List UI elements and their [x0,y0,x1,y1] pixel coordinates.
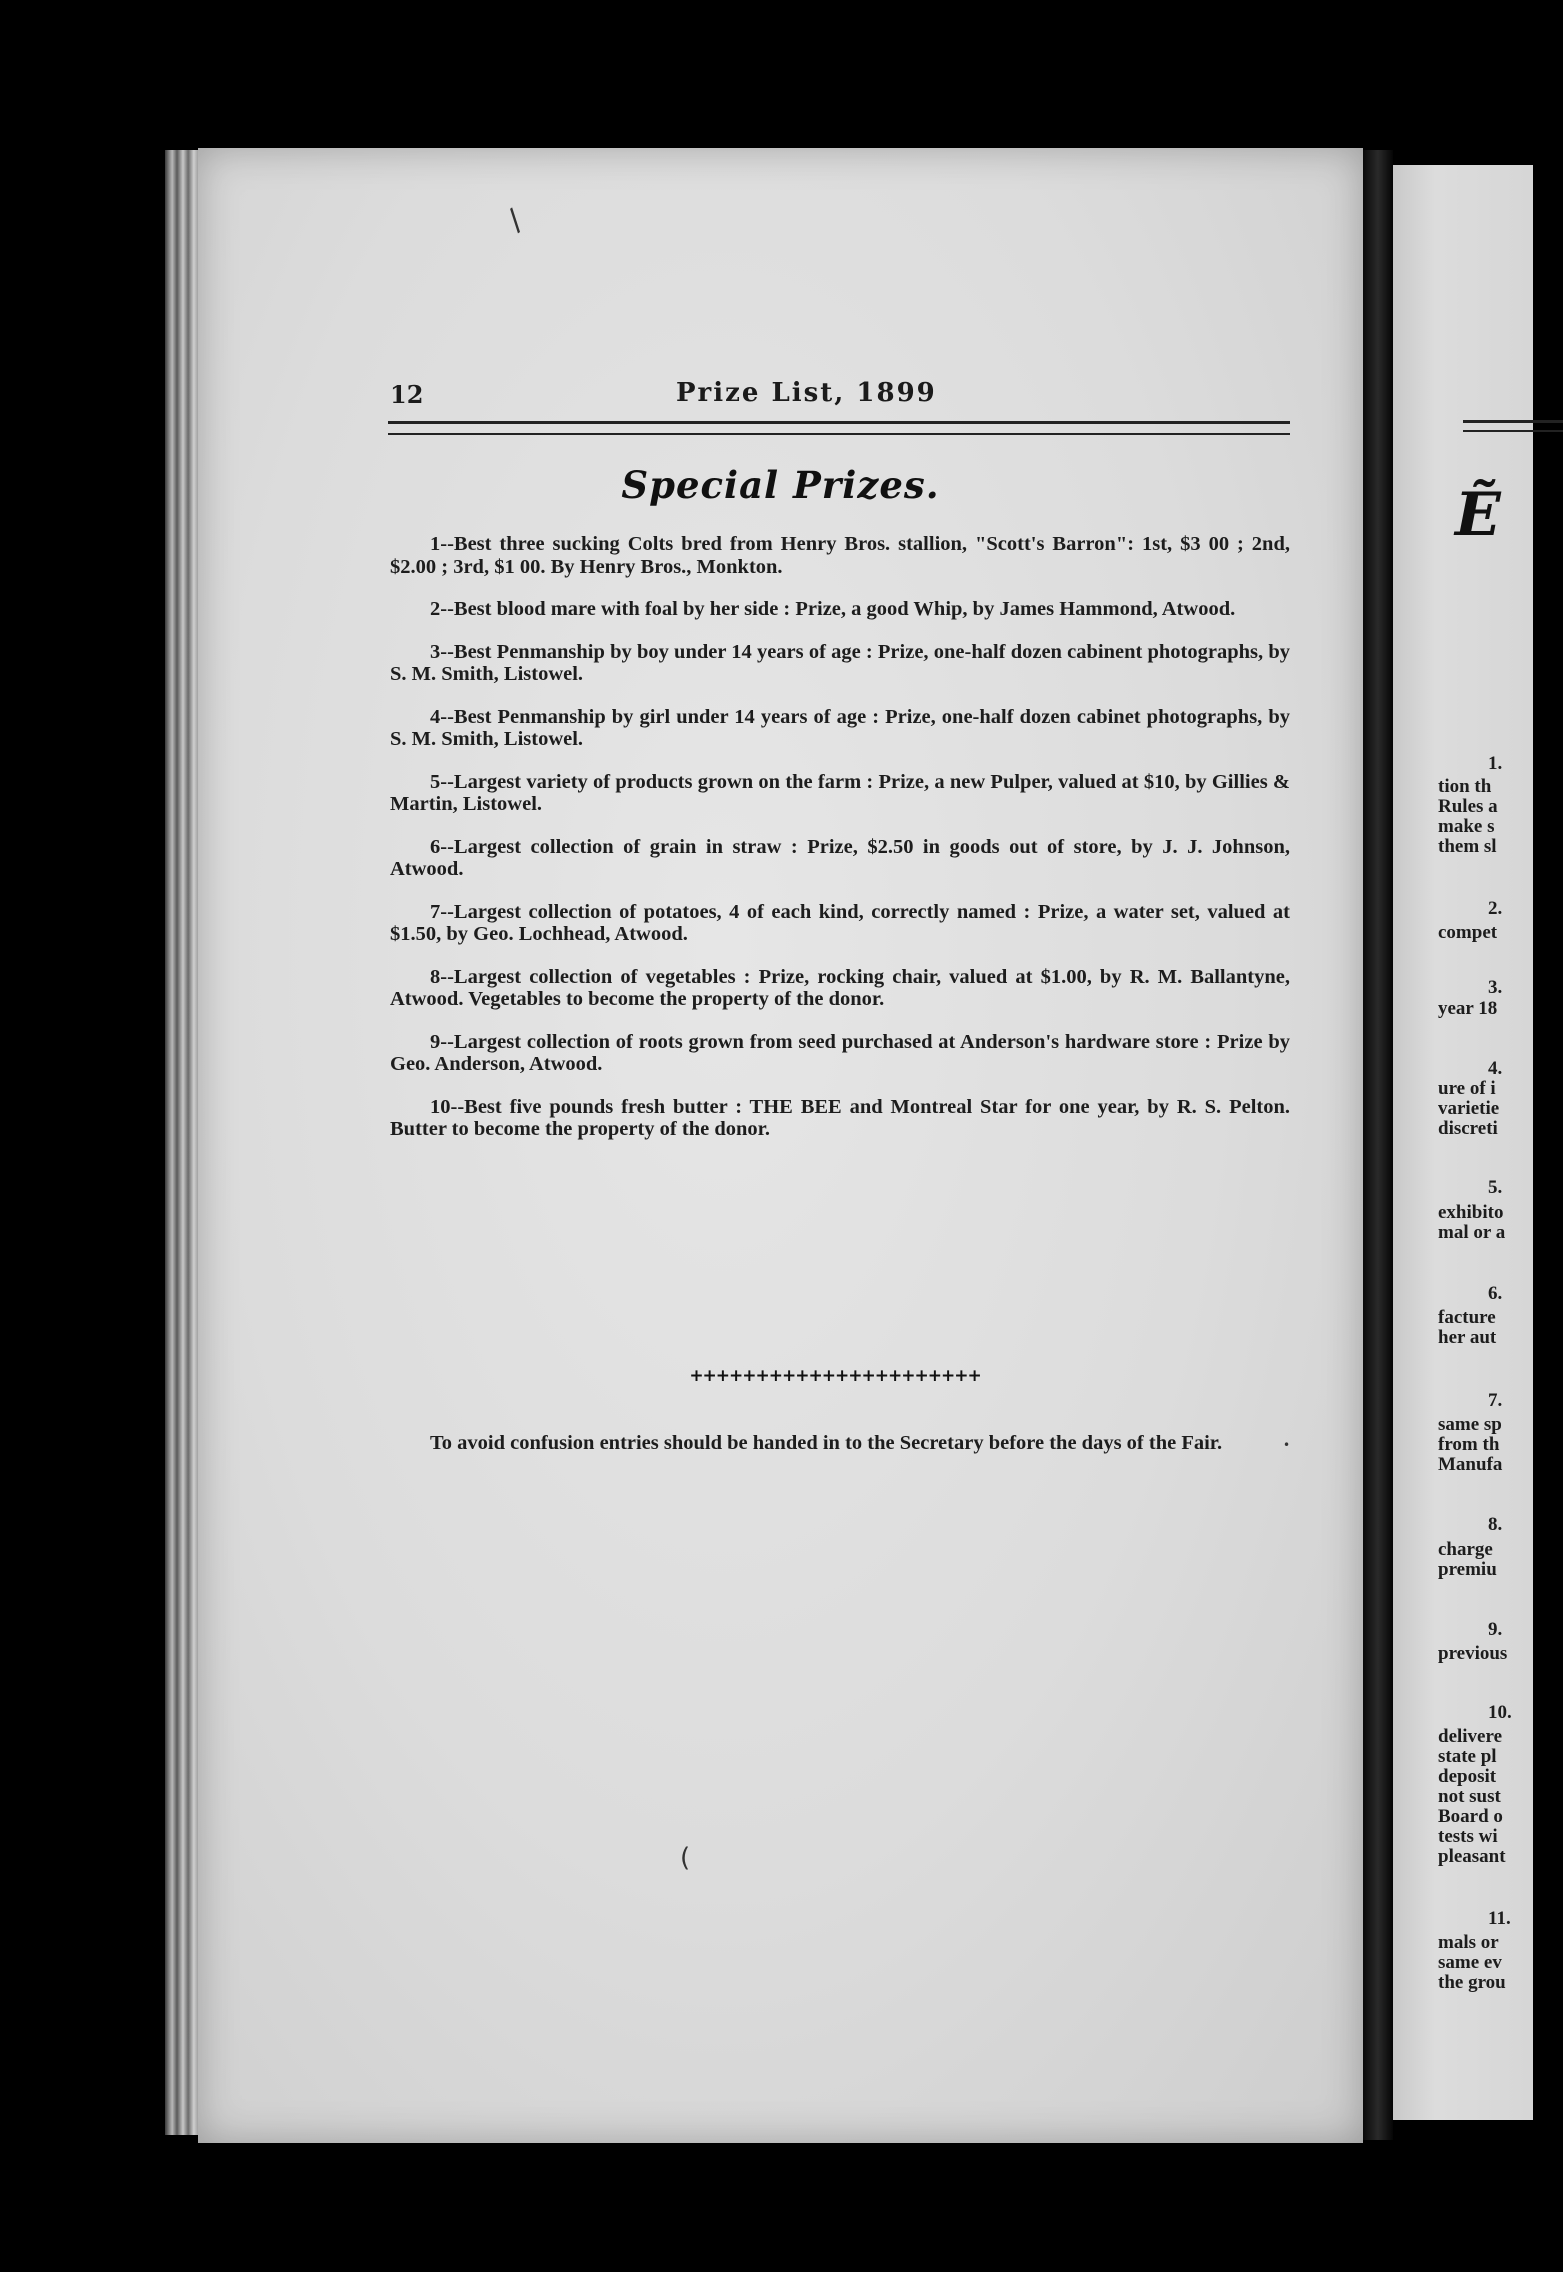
next-page-line: her aut [1438,1327,1497,1348]
next-page-line: delivere [1438,1726,1503,1747]
prize-list [390,533,1290,1161]
next-page-line: state pl [1438,1746,1497,1767]
prize-item: 4--Best Penmanship by girl under 14 years of age : Prize, one-half dozen cabinet photographs, by S. M. Smith, Listowel. [390,705,1290,750]
prize-item: 10--Best five pounds fresh butter : THE BEE and Montreal Star for one year, by R. S. Pelton. Butter to become the property of the donor. [390,1095,1290,1140]
next-page-line: Rules a [1438,796,1498,817]
next-page-line: compet [1438,922,1498,943]
next-page-line: 3. [1488,977,1503,998]
page-gutter [1363,150,1393,2140]
next-page-line: year 18 [1438,998,1498,1019]
next-page-line: 7. [1488,1390,1503,1411]
next-page-heading: Ẽ [1455,480,1501,550]
next-page-line: exhibito [1438,1202,1504,1223]
next-page-line: discreti [1438,1118,1498,1139]
next-page-line: tion th [1438,776,1492,797]
prize-item: 9--Largest collection of roots grown from seed purchased at Anderson's hardware store : Prize by Geo. Anderson, Atwood. [390,1030,1290,1075]
prize-item: 2--Best blood mare with foal by her side : Prize, a good Whip, by James Hammond, Atwood. [430,598,1236,620]
next-page-line: facture [1438,1307,1496,1328]
left-page [198,148,1363,2143]
next-page-line: 4. [1488,1058,1503,1079]
next-page-line: the grou [1438,1972,1506,1993]
next-page-line: 11. [1488,1908,1511,1929]
next-page-rule [1463,420,1563,432]
next-page-line: 6. [1488,1283,1503,1304]
next-page-line: deposit [1438,1766,1497,1787]
prize-item: 5--Largest variety of products grown on the farm : Prize, a new Pulper, valued at $10, by Gillies & Martin, Listowel. [390,770,1290,815]
next-page-line: previous [1438,1643,1508,1664]
next-page-line: 5. [1488,1177,1503,1198]
section-title: Special Prizes. [621,463,940,507]
prize-item: 1--Best three sucking Colts bred from Henry Bros. stallion, "Scott's Barron": 1st, $3 00 ; 2nd, $2.00 ; 3rd, $1 00. By Henry Bros., Monkton. [390,533,1290,578]
next-page-line: 1. [1488,753,1503,774]
next-page-line: from th [1438,1434,1500,1455]
next-page-line: not sust [1438,1786,1501,1807]
next-page-line: 10. [1488,1702,1512,1723]
next-page-line: 2. [1488,898,1503,919]
next-page-line: mal or a [1438,1222,1506,1243]
next-page-line: make s [1438,816,1495,837]
next-page-line: same sp [1438,1414,1502,1435]
next-page-line: Manufa [1438,1454,1503,1475]
speck: • [1283,1438,1291,1452]
prize-item: 3--Best Penmanship by boy under 14 years of age : Prize, one-half dozen cabinent photographs, by S. M. Smith, Listowel. [390,640,1290,685]
next-page-line: pleasant [1438,1846,1506,1867]
header-rule [388,421,1290,435]
next-page-line: them sl [1438,836,1497,857]
prize-item: 8--Largest collection of vegetables : Prize, rocking chair, valued at $1.00, by R. M. Ballantyne, Atwood. Vegetables to become the property of the donor. [390,965,1290,1010]
next-page-fragment [1393,165,1533,2120]
ornament-divider: ++++++++++++++++++++++ [689,1366,981,1386]
prize-item: 7--Largest collection of potatoes, 4 of each kind, correctly named : Prize, a water set, valued at $1.50, by Geo. Lochhead, Atwood. [390,900,1290,945]
pencil-mark: ( [680,1843,691,1873]
next-page-line: premiu [1438,1559,1497,1580]
prize-item: 6--Largest collection of grain in straw : Prize, $2.50 in goods out of store, by J. J. Johnson, Atwood. [390,835,1290,880]
next-page-line: same ev [1438,1952,1502,1973]
next-page-line: tests wi [1438,1826,1498,1847]
running-title: Prize List, 1899 [676,378,937,408]
pencil-mark: / [500,203,530,238]
page-number: 12 [390,380,424,409]
next-page-line: 9. [1488,1619,1503,1640]
next-page-line: varietie [1438,1098,1500,1119]
next-page-line: ure of i [1438,1078,1496,1099]
closing-note: To avoid confusion entries should be handed in to the Secretary before the days of the Fair. [430,1432,1223,1454]
next-page-line: 8. [1488,1514,1503,1535]
next-page-line: mals or [1438,1932,1499,1953]
page-header [390,380,1290,420]
next-page-line: charge [1438,1539,1493,1560]
next-page-line: Board o [1438,1806,1503,1827]
